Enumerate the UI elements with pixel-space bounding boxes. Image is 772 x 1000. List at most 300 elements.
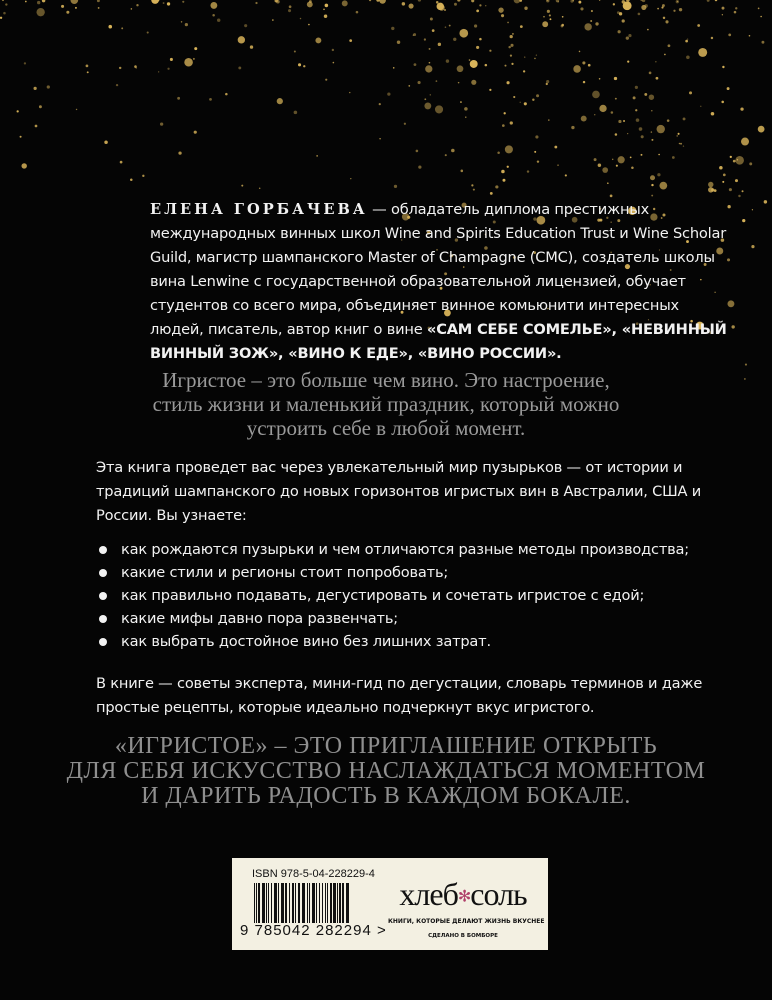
bio-text: — обладатель диплома престижных международных винных школ Wine and Spirits Education Trust и Wine Scholar Guild, магистр шампанского Master of Champagne (CMC), создатель школы вина Lenwine с государственной образовательной лицензией, обучает студентов со всего мира, объединяет винное комьюнити интересных людей, писатель, автор книг о вине (150, 201, 727, 338)
sparkle (715, 0, 718, 1)
sparkle (647, 29, 649, 31)
quote-line: стиль жизни и маленький праздник, который можно (152, 392, 620, 416)
sparkle (673, 10, 675, 12)
sparkle (457, 65, 464, 72)
sparkle (685, 40, 688, 43)
publisher-tagline: КНИГИ, КОТОРЫЕ ДЕЛАЮТ ЖИЗНЬ ВКУСНЕЕ (388, 917, 545, 925)
sparkle (535, 135, 538, 138)
sparkle (722, 181, 724, 183)
sparkle (508, 46, 510, 48)
barcode-bar (327, 883, 328, 923)
isbn-text: ISBN 978-5-04-228229-4 (252, 868, 375, 880)
sparkle (651, 195, 653, 197)
sparkle (276, 0, 280, 4)
sparkle (641, 154, 643, 156)
sparkle (554, 146, 557, 149)
sparkle (760, 16, 762, 18)
sparkle (614, 77, 617, 80)
sparkle (662, 4, 665, 7)
sparkle (549, 14, 551, 16)
list-item-text: какие мифы давно пора развенчать; (121, 610, 398, 627)
sparkle (635, 109, 637, 111)
sparkle (735, 179, 738, 182)
sparkle (76, 109, 77, 110)
sparkle (369, 0, 371, 1)
barcode-bar (266, 883, 267, 923)
barcode-bar (278, 883, 279, 923)
barcode-bar (271, 883, 272, 923)
sparkle (453, 38, 456, 41)
sparkle (659, 182, 667, 190)
sparkle (734, 11, 737, 14)
sparkle (0, 17, 2, 19)
sparkle (588, 64, 591, 67)
sparkle (738, 195, 740, 197)
barcode-bar (322, 883, 323, 923)
sparkle (272, 19, 274, 21)
sparkle (504, 65, 506, 67)
bullet-icon (99, 615, 107, 623)
sparkle (35, 125, 38, 128)
sparkle (409, 3, 414, 8)
sparkle (524, 102, 527, 105)
sparkle (730, 156, 732, 158)
sparkle (490, 192, 493, 195)
sparkle (184, 58, 193, 67)
sparkle (689, 91, 692, 94)
sparkle (610, 195, 613, 198)
barcode-digits: 9 785042 282294 > (240, 922, 387, 939)
sparkle (70, 0, 78, 4)
barcode-bar (254, 883, 255, 923)
sparkle (294, 51, 296, 53)
sparkle (663, 17, 665, 19)
sparkle (547, 10, 550, 13)
sparkle (524, 56, 525, 57)
sparkle (308, 24, 310, 26)
barcode-bar (256, 883, 257, 923)
sparkle (457, 0, 460, 2)
sparkle (707, 0, 710, 2)
sparkle (655, 61, 656, 62)
barcode-bar (316, 883, 317, 923)
sparkle (130, 179, 133, 182)
sparkle (21, 163, 26, 168)
sparkle (61, 5, 64, 8)
sparkle (668, 44, 671, 47)
sparkle (615, 98, 617, 100)
sparkle (534, 58, 536, 60)
barcode-bar (258, 883, 260, 923)
sparkle (225, 93, 228, 96)
sparkle (158, 71, 159, 72)
sparkle (451, 149, 455, 153)
list-item (96, 630, 689, 653)
sparkle (546, 83, 548, 85)
barcode-bar (346, 883, 349, 923)
sparkle (641, 135, 644, 138)
publisher-imprint: СДЕЛАНО В БОМБОРЕ (428, 932, 498, 939)
sparkle (485, 5, 486, 6)
sparkle (277, 98, 283, 104)
sparkle (657, 8, 659, 10)
sparkle (356, 11, 359, 14)
sparkle (641, 5, 646, 10)
sparkle (25, 1, 27, 3)
sparkle (238, 66, 241, 69)
sparkle (672, 156, 675, 159)
sparkle (758, 8, 760, 10)
closing-statement (0, 734, 772, 809)
barcode-bar (330, 883, 332, 923)
sparkle (489, 89, 491, 91)
sparkle (512, 33, 514, 35)
list-item (96, 584, 689, 607)
sparkle (469, 59, 471, 61)
sparkle (741, 138, 749, 146)
sparkle (638, 13, 641, 16)
outro-paragraph: В книге — советы эксперта, мини-гид по дегустации, словарь терминов и даже простые рецепты, которые идеально подчеркнут вкус игристого. (96, 675, 703, 716)
sparkle (627, 61, 629, 63)
sparkle (438, 43, 441, 46)
sparkle (416, 150, 419, 153)
sparkle (151, 0, 159, 4)
sparkle (418, 0, 421, 2)
sparkle (751, 245, 754, 248)
sparkle (676, 0, 679, 3)
closing-line: ДЛЯ СЕБЯ ИСКУССТВО НАСЛАЖДАТЬСЯ МОМЕНТОМ (66, 758, 706, 784)
sparkle (505, 145, 513, 153)
sparkle (436, 80, 438, 82)
sparkle (465, 116, 466, 117)
author-name: ЕЛЕНА ГОРБАЧЕВА (150, 201, 368, 218)
sparkle (722, 14, 723, 15)
sparkle (134, 65, 137, 68)
sparkle (316, 155, 318, 157)
sparkle (391, 27, 394, 30)
sparkle (325, 4, 329, 8)
sparkle (402, 2, 405, 5)
sparkle (424, 102, 431, 109)
sparkle (177, 97, 180, 100)
sparkle (502, 179, 505, 182)
list-item-text: какие стили и регионы стоит попробовать; (121, 564, 449, 581)
sparkle (686, 56, 690, 60)
sparkle (651, 110, 652, 111)
sparkle (626, 37, 629, 40)
sparkle (502, 124, 505, 127)
sparkle (584, 23, 591, 30)
sparkle (698, 48, 707, 57)
sparkle (397, 41, 400, 44)
barcode-bar (312, 883, 315, 923)
sparkle (719, 166, 723, 170)
sparkle (429, 48, 431, 50)
sparkle (86, 65, 89, 68)
sparkle (430, 18, 433, 21)
sparkle (87, 71, 89, 73)
sparkle (323, 8, 325, 10)
sparkle (459, 29, 468, 38)
sparkle (615, 133, 618, 136)
sparkle (394, 185, 397, 188)
sparkle (501, 14, 504, 17)
sparkle (758, 126, 765, 133)
sparkle (413, 33, 416, 36)
barcode-bar (307, 883, 308, 923)
sparkle (289, 5, 292, 8)
sparkle (607, 182, 609, 184)
sparkle (737, 159, 738, 160)
sparkle (722, 66, 724, 68)
barcode-bar (281, 883, 284, 923)
sparkle (404, 123, 406, 125)
sparkle (651, 139, 653, 141)
barcode-bar (333, 883, 336, 923)
sparkle (445, 154, 447, 156)
sparkle (761, 41, 764, 44)
sparkle (244, 24, 247, 27)
sparkle (633, 96, 636, 99)
barcode-bar (325, 883, 326, 923)
sparkle (677, 135, 678, 136)
sparkle (495, 185, 498, 188)
sparkle (561, 25, 564, 28)
sparkle (379, 138, 380, 139)
sparkle (630, 156, 632, 158)
sparkle (471, 184, 473, 186)
sparkle (476, 46, 479, 49)
sparkle (731, 325, 734, 328)
sparkle (418, 81, 421, 84)
sparkle (536, 54, 537, 55)
sparkle (474, 24, 477, 27)
barcode-bar (295, 883, 296, 923)
sparkle (742, 219, 745, 222)
sparkle (571, 126, 574, 129)
sparkle (749, 162, 752, 165)
sparkle (599, 105, 606, 112)
sparkle (665, 20, 668, 23)
barcode-bar (342, 883, 344, 923)
sparkle (657, 125, 665, 133)
sparkle (167, 2, 170, 5)
sparkle (20, 136, 22, 138)
sparkle (479, 4, 481, 6)
list-item (96, 607, 689, 630)
sparkle (542, 21, 548, 27)
sparkle (424, 38, 426, 40)
barcode-bar (298, 883, 300, 923)
sparkle (657, 173, 660, 176)
sparkle (510, 35, 513, 38)
sparkle (418, 166, 421, 169)
sparkle (238, 36, 245, 43)
sparkle (543, 16, 545, 18)
sparkle (498, 7, 503, 12)
sparkle (3, 12, 6, 15)
sparkle (464, 107, 468, 111)
sparkle (131, 8, 133, 10)
sparkle (733, 160, 736, 163)
barcode-bar (262, 883, 265, 923)
author-books: «САМ СЕБЕ СОМЕЛЬЕ», «НЕВИННЫЙ ВИННЫЙ ЗОЖ», «ВИНО К ЕДЕ», «ВИНО РОССИИ». (150, 321, 727, 362)
sparkle (104, 141, 108, 145)
sparkle (511, 63, 513, 65)
sparkle (209, 98, 212, 101)
barcode-bar (292, 883, 294, 923)
sparkle (700, 106, 701, 107)
sparkle (721, 101, 724, 104)
sparkle (449, 25, 451, 27)
sparkle (520, 25, 523, 28)
sparkle (325, 79, 327, 81)
sparkle (212, 14, 215, 17)
sparkle (520, 102, 521, 103)
sparkle (47, 85, 50, 88)
sparkle (667, 119, 670, 122)
sparkle (735, 156, 744, 165)
sparkle (711, 112, 715, 116)
barcode-bar (337, 883, 338, 923)
sparkle (548, 119, 549, 120)
sparkle (687, 38, 688, 39)
sparkle (628, 34, 631, 37)
pull-quote (0, 368, 772, 440)
barcode-bar (319, 883, 320, 923)
sparkle (679, 143, 681, 145)
sparkle (683, 145, 684, 146)
sparkle (485, 64, 488, 67)
sparkle (185, 23, 188, 26)
barcode-bar (302, 883, 305, 923)
sparkle (752, 209, 753, 210)
sparkle (376, 0, 379, 2)
sparkle (679, 8, 682, 11)
sparkle (163, 2, 165, 4)
bullet-icon (99, 546, 107, 554)
logo-text-right: соль (470, 876, 527, 912)
sparkle (181, 21, 182, 22)
sparkle (546, 80, 549, 83)
bullet-icon (99, 592, 107, 600)
intro-paragraph: Эта книга проведет вас через увлекательный мир пузырьков — от истории и традиций шампанского до новых горизонтов игристых вин в Австралии, США и России. Вы узнаете: (96, 459, 702, 524)
flower-icon: ✻ (457, 888, 471, 906)
sparkle (639, 127, 643, 131)
sparkle (194, 47, 197, 50)
sparkle (193, 58, 195, 60)
sparkle (98, 7, 100, 9)
sparkle (594, 158, 597, 161)
sparkle (618, 30, 621, 33)
sparkle (708, 182, 713, 187)
barcode-label (232, 858, 548, 950)
sparkle (97, 0, 100, 2)
barcode-bar (309, 883, 310, 923)
sparkle (513, 96, 515, 98)
sparkle (294, 111, 298, 115)
sparkle (393, 67, 395, 69)
sparkle (550, 18, 552, 20)
sparkle (510, 55, 512, 57)
sparkle (711, 37, 713, 39)
sparkle (255, 2, 257, 4)
sparkle (534, 151, 536, 153)
sparkle (147, 31, 149, 33)
sparkle (75, 7, 77, 9)
bullet-icon (99, 569, 107, 577)
sparkle (5, 3, 7, 5)
sparkle (342, 0, 348, 6)
barcode-bar (268, 883, 269, 923)
sparkle (424, 98, 426, 100)
bullet-list (96, 538, 689, 653)
sparkle (742, 190, 744, 192)
sparkle (644, 93, 647, 96)
sparkle (332, 49, 334, 51)
sparkle (39, 105, 42, 108)
sparkle (119, 67, 121, 69)
author-bio (150, 198, 730, 366)
sparkle (510, 44, 513, 47)
sparkle (259, 188, 261, 190)
sparkle (250, 45, 253, 48)
sparkle (170, 58, 173, 61)
sparkle (598, 164, 601, 167)
quote-line: устроить себе в любой момент. (246, 416, 526, 440)
sparkle (578, 1, 581, 4)
sparkle (581, 116, 587, 122)
logo-text-left: хлеб (399, 876, 458, 912)
sparkle (303, 65, 305, 67)
sparkle (408, 85, 410, 87)
sparkle (636, 118, 640, 122)
sparkle (120, 161, 123, 164)
sparkle (142, 175, 144, 177)
quote-line: Игристое – это больше чем вино. Это настроение, (162, 368, 610, 392)
barcode-bar (339, 883, 341, 923)
sparkle (471, 80, 476, 85)
sparkle (651, 131, 652, 132)
sparkle (121, 27, 123, 29)
sparkle (136, 4, 138, 6)
sparkle (379, 103, 381, 105)
sparkle (602, 167, 608, 173)
sparkle (34, 87, 37, 90)
sparkle (36, 8, 44, 16)
sparkle (591, 10, 593, 12)
barcode-bar (285, 883, 287, 923)
sparkle (590, 20, 592, 22)
sparkle (436, 1, 439, 4)
sparkle (24, 62, 26, 64)
sparkle (425, 65, 432, 72)
sparkle (623, 1, 632, 10)
sparkle (617, 11, 620, 14)
sparkle (658, 154, 660, 156)
list-item-text: как правильно подавать, дегустировать и сочетать игристое с едой; (121, 587, 645, 604)
sparkle (66, 11, 69, 14)
sparkle (430, 94, 431, 95)
sparkle (333, 62, 335, 64)
sparkle (379, 0, 386, 4)
sparkle (501, 170, 505, 174)
sparkle (429, 62, 431, 64)
sparkle (217, 19, 220, 22)
bullet-icon (99, 638, 107, 646)
sparkle (489, 50, 491, 52)
sparkle (599, 0, 600, 1)
